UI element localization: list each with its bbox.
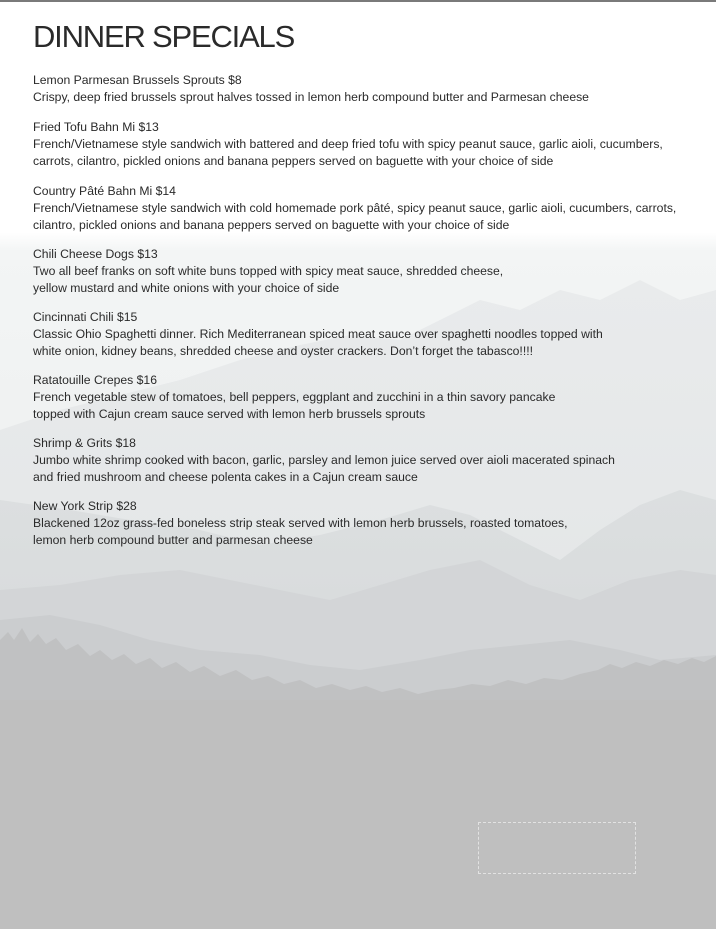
item-description-line: French vegetable stew of tomatoes, bell peppers, eggplant and zucchini in a thin savory pancake	[33, 390, 556, 404]
menu-item-cincinnati-chili	[33, 309, 693, 360]
top-rule	[0, 0, 716, 2]
item-description: Crispy, deep fried brussels sprout halves tossed in lemon herb compound butter and Parmesan cheese	[33, 90, 589, 104]
item-name: Shrimp & Grits $18	[33, 436, 136, 450]
menu-item-new-york-strip	[33, 498, 693, 549]
menu-item-ratatouille-crepes	[33, 372, 693, 423]
item-description-line: topped with Cajun cream sauce served with lemon herb brussels sprouts	[33, 407, 426, 421]
watermark-box	[478, 822, 636, 874]
item-name: Lemon Parmesan Brussels Sprouts $8	[33, 73, 242, 87]
ground	[0, 700, 716, 929]
item-name: Ratatouille Crepes $16	[33, 373, 157, 387]
item-description-line: white onion, kidney beans, shredded cheese and oyster crackers. Don’t forget the tabasco!!!!	[33, 344, 533, 358]
item-description-line: cilantro, pickled onions and banana peppers served on baguette with your choice of side	[33, 218, 510, 232]
item-description-line: Two all beef franks on soft white buns topped with spicy meat sauce, shredded cheese,	[33, 264, 504, 278]
item-name: Country Pâté Bahn Mi $14	[33, 184, 176, 198]
item-description-line: Blackened 12oz grass-fed boneless strip steak served with lemon herb brussels, roasted tomatoes,	[33, 516, 568, 530]
item-name: Chili Cheese Dogs $13	[33, 247, 158, 261]
menu-item-shrimp-and-grits	[33, 435, 693, 486]
item-description-line: carrots, cilantro, pickled onions and banana peppers served on baguette with your choice of side	[33, 154, 554, 168]
item-description-line: Jumbo white shrimp cooked with bacon, garlic, parsley and lemon juice served over aioli macerated spinach	[33, 453, 615, 467]
menu-item-brussels-sprouts	[33, 72, 693, 106]
item-description-line: lemon herb compound butter and parmesan cheese	[33, 533, 313, 547]
item-description-line: French/Vietnamese style sandwich with battered and deep fried tofu with spicy peanut sauce, garlic aioli, cucumbers,	[33, 137, 663, 151]
menu-content	[33, 18, 693, 549]
item-description-line: Classic Ohio Spaghetti dinner. Rich Mediterranean spiced meat sauce over spaghetti noodles topped with	[33, 327, 603, 341]
item-description-line: French/Vietnamese style sandwich with cold homemade pork pâté, spicy peanut sauce, garlic aioli, cucumbers, carrots,	[33, 201, 677, 215]
menu-item-country-pate-bahn-mi	[33, 183, 693, 234]
item-name: Cincinnati Chili $15	[33, 310, 138, 324]
item-name: New York Strip $28	[33, 499, 137, 513]
menu-item-fried-tofu-bahn-mi	[33, 119, 693, 170]
item-description-line: yellow mustard and white onions with your choice of side	[33, 281, 340, 295]
menu-item-chili-cheese-dogs	[33, 246, 693, 297]
item-name: Fried Tofu Bahn Mi $13	[33, 120, 159, 134]
item-description-line: and fried mushroom and cheese polenta cakes in a Cajun cream sauce	[33, 470, 418, 484]
page-title: DINNER SPECIALS	[33, 19, 295, 54]
